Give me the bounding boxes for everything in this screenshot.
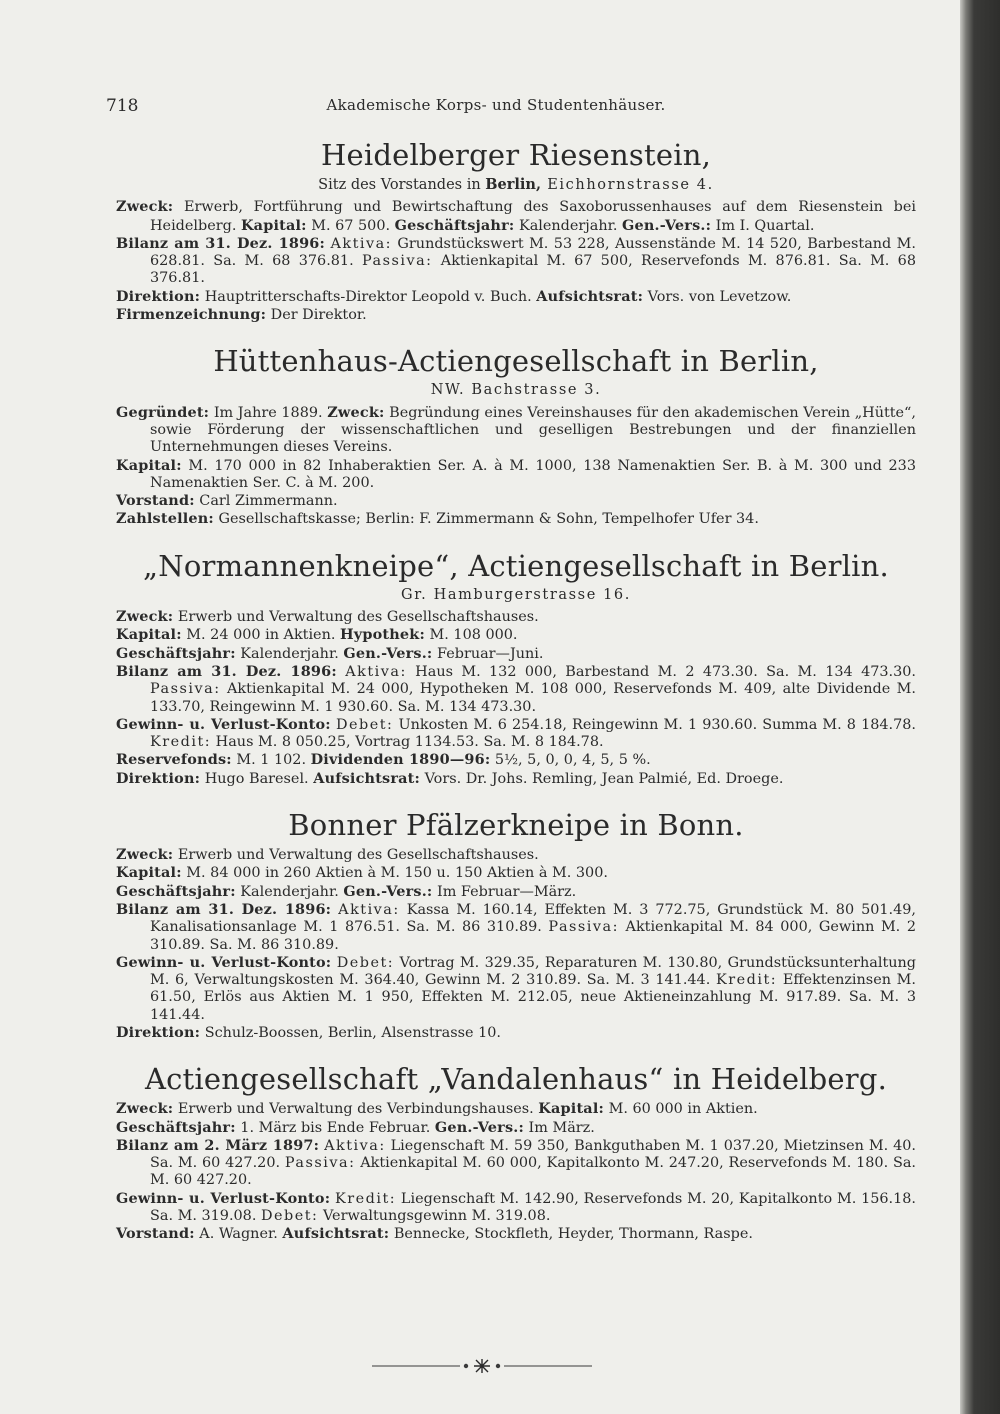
vorstand-paragraph xyxy=(116,492,916,510)
field-value: Erwerb und Verwaltung des Verbindungshauses. xyxy=(173,1101,539,1118)
section-address: NW. Bachstrasse 3. xyxy=(430,382,602,399)
field-value: Liegenschaft M. 142.90, Reservefonds M. 20, Kapitalkonto M. 156.18. Sa. M. 319.08. xyxy=(150,1190,916,1225)
field-label: Gewinn- u. Verlust-Konto: xyxy=(116,1189,331,1207)
direktion-paragraph xyxy=(116,770,916,788)
field-sublabel: Kredit: xyxy=(335,1190,397,1207)
field-value: M. 1 102. xyxy=(231,752,311,769)
field-sublabel: Debet: xyxy=(336,954,395,971)
page-header xyxy=(106,96,886,118)
field-label: Zweck: xyxy=(116,198,174,216)
firma-paragraph xyxy=(116,306,916,324)
field-label: Geschäftsjahr: xyxy=(394,216,515,234)
geschaeftsjahr-paragraph xyxy=(116,883,916,901)
entry-vandalenhaus xyxy=(116,1062,916,1243)
field-value: M. 60 000 in Aktien. xyxy=(604,1101,758,1118)
field-sublabel: Kredit: xyxy=(150,734,212,751)
field-value: Vortrag M. 329.35, Reparaturen M. 130.80, Grundstücksunterhaltung M. 6, Verwaltungskosten M. 364.40, Gewinn M. 2 310.89. Sa. M. 3 141.44. xyxy=(150,954,916,989)
field-label: Aufsichtsrat: xyxy=(313,769,421,787)
section-address: Gr. Hamburgerstrasse 16. xyxy=(401,586,631,603)
field-label: Gegründet: xyxy=(116,403,210,421)
field-label: Kapital: xyxy=(538,1100,605,1118)
field-value: Aktienkapital M. 67 500, Reservefonds M. 876.81. Sa. M. 68 376.81. xyxy=(150,253,916,287)
address-prefix: Sitz des Vorstandes in xyxy=(318,177,486,193)
field-label: Zweck: xyxy=(116,608,174,626)
field-label: Geschäftsjahr: xyxy=(116,1118,236,1136)
section-title: Bonner Pfälzerkneipe in Bonn. xyxy=(288,808,744,843)
field-value: Februar—Juni. xyxy=(432,645,544,662)
field-value: Im März. xyxy=(523,1119,595,1136)
field-label: Zweck: xyxy=(116,1100,174,1118)
field-label: Geschäftsjahr: xyxy=(116,882,236,900)
field-value: M. 67 500. xyxy=(306,217,395,234)
field-label: Zweck: xyxy=(116,846,174,864)
field-label: Bilanz am 2. März 1897: xyxy=(116,1136,320,1154)
field-value: Schulz-Boossen, Berlin, Alsenstrasse 10. xyxy=(200,1024,501,1041)
kapital-paragraph xyxy=(116,457,916,493)
vignette-ornament-icon xyxy=(372,1358,592,1374)
field-value: Erwerb und Verwaltung des Gesellschaftshauses. xyxy=(173,609,539,626)
field-label: Aufsichtsrat: xyxy=(536,287,644,305)
address-street: Eichhornstrasse 4. xyxy=(541,177,714,193)
field-value: Bennecke, Stockfleth, Heyder, Thormann, Raspe. xyxy=(389,1226,753,1243)
guv-paragraph xyxy=(116,716,916,752)
field-label: Gen.-Vers.: xyxy=(434,1118,524,1136)
section-title: Actiengesellschaft „Vandalenhaus“ in Heidelberg. xyxy=(144,1062,888,1097)
field-label: Kapital: xyxy=(240,216,307,234)
field-value: A. Wagner. xyxy=(194,1226,283,1243)
bilanz-paragraph xyxy=(116,663,916,716)
field-sublabel: Aktiva: xyxy=(338,901,400,918)
kapital-paragraph xyxy=(116,626,916,644)
field-label: Direktion: xyxy=(116,769,201,787)
field-value: Begründung eines Vereinshauses für den akademischen Verein „Hütte“, sowie Förderung der wissenschaftlichen und geselligen Bestrebungen und der finanziellen Unternehmungen dieses Vereins. xyxy=(150,404,916,456)
field-label: Bilanz am 31. Dez. 1896: xyxy=(116,900,332,918)
field-label: Gewinn- u. Verlust-Konto: xyxy=(116,953,332,971)
bilanz-paragraph xyxy=(116,901,916,954)
field-value: M. 84 000 in 260 Aktien à M. 150 u. 150 Aktien à M. 300. xyxy=(181,865,608,882)
field-label: Firmenzeichnung: xyxy=(116,306,267,324)
field-sublabel: Passiva: xyxy=(150,681,221,698)
field-value: Aktienkapital M. 24 000, Hypotheken M. 108 000, Reservefonds M. 409, alte Dividende M. 133.70, Reingewinn M. 1 930.60. Sa. M. 134 473.30. xyxy=(150,681,916,715)
field-value: Vors. von Levetzow. xyxy=(643,288,792,305)
field-value: Der Direktor. xyxy=(266,307,367,324)
field-label: Gen.-Vers.: xyxy=(622,216,712,234)
field-label: Reservefonds: xyxy=(116,751,232,769)
bilanz-paragraph xyxy=(116,235,916,288)
field-value: Aktienkapital M. 84 000, Gewinn M. 2 310.89. Sa. M. 86 310.89. xyxy=(150,919,916,953)
kapital-paragraph xyxy=(116,864,916,882)
field-sublabel: Aktiva: xyxy=(345,663,407,680)
field-value: Effektenzinsen M. 61.50, Erlös aus Aktien M. 1 950, Effekten M. 212.05, neue Aktieneinzahlung M. 917.89. Sa. M. 3 141.44. xyxy=(150,972,916,1023)
field-label: Dividenden 1890—96: xyxy=(310,751,491,769)
field-sublabel: Passiva: xyxy=(284,1155,356,1172)
field-label: Bilanz am 31. Dez. 1896: xyxy=(116,662,337,680)
field-label: Gen.-Vers.: xyxy=(343,882,433,900)
field-value: Aktienkapital M. 60 000, Kapitalkonto M. 247.20, Reservefonds M. 180. Sa. M. 60 427.20. xyxy=(150,1155,916,1189)
field-label: Zahlstellen: xyxy=(116,510,214,528)
field-value: Kalenderjahr. xyxy=(235,645,344,662)
zweck-paragraph xyxy=(116,846,916,864)
vorstand-paragraph xyxy=(116,1225,916,1243)
field-value: Hauptritterschafts-Direktor Leopold v. Buch. xyxy=(200,288,537,305)
field-value: Im Jahre 1889. xyxy=(209,404,328,421)
field-label: Aufsichtsrat: xyxy=(282,1225,390,1243)
field-label: Kapital: xyxy=(116,864,182,882)
field-value: Hugo Baresel. xyxy=(200,770,314,787)
field-value: Verwaltungsgewinn M. 319.08. xyxy=(318,1208,551,1225)
guv-paragraph xyxy=(116,954,916,1024)
field-value: Kalenderjahr. xyxy=(514,217,623,234)
field-value: M. 170 000 in 82 Inhaberaktien Ser. A. à M. 1000, 138 Namenaktien Ser. B. à M. 300 und 233 Namenaktien Ser. C. à M. 200. xyxy=(150,457,916,491)
field-label: Vorstand: xyxy=(116,492,195,510)
entry-bonner-pfaelzerkneipe xyxy=(116,808,916,1042)
direktion-paragraph xyxy=(116,1024,916,1042)
field-sublabel: Passiva: xyxy=(548,919,619,936)
entry-heidelberger-riesenstein xyxy=(116,138,916,324)
page-number: 718 xyxy=(106,96,139,116)
running-title: Akademische Korps- und Studentenhäuser. xyxy=(326,96,666,114)
field-value: Kassa M. 160.14, Effekten M. 3 772.75, Grundstück M. 80 501.49, Kanalisationsanlage M. 1 876.51. Sa. M. 86 310.89. xyxy=(150,901,916,936)
field-value: Gesellschaftskasse; Berlin: F. Zimmermann & Sohn, Tempelhofer Ufer 34. xyxy=(213,511,759,528)
field-label: Geschäftsjahr: xyxy=(116,644,236,662)
field-sublabel: Passiva: xyxy=(361,253,433,270)
field-value: Haus M. 132 000, Barbestand M. 2 473.30. Sa. M. 134 473.30. xyxy=(406,663,917,680)
field-value: Haus M. 8 050.25, Vortrag 1134.53. Sa. M. 8 184.78. xyxy=(211,734,604,751)
section-title: Heidelberger Riesenstein, xyxy=(321,138,711,172)
page-body xyxy=(116,138,916,1264)
reservefonds-paragraph xyxy=(116,751,916,769)
field-value: Liegenschaft M. 59 350, Bankguthaben M. 1 037.20, Mietzinsen M. 40. Sa. M. 60 427.20. xyxy=(150,1137,916,1172)
field-value: Grundstückswert M. 53 228, Aussenstände M. 14 520, Barbestand M. 628.81. Sa. M. 68 376.81. xyxy=(150,235,916,270)
geschaeftsjahr-paragraph xyxy=(116,645,916,663)
field-label: Direktion: xyxy=(116,287,201,305)
bilanz-paragraph xyxy=(116,1137,916,1190)
field-sublabel: Kredit: xyxy=(716,972,778,989)
field-label: Kapital: xyxy=(116,456,182,474)
field-value: Vors. Dr. Johs. Remling, Jean Palmié, Ed. Droege. xyxy=(420,770,784,787)
field-label: Bilanz am 31. Dez. 1896: xyxy=(116,234,326,252)
scan-edge-shadow xyxy=(960,0,1000,1414)
field-label: Hypothek: xyxy=(339,626,425,644)
field-sublabel: Aktiva: xyxy=(330,235,393,252)
field-value: M. 24 000 in Aktien. xyxy=(181,627,340,644)
field-label: Gewinn- u. Verlust-Konto: xyxy=(116,715,331,733)
section-title: Hüttenhaus-Actiengesellschaft in Berlin, xyxy=(213,344,819,379)
zahlstellen-paragraph xyxy=(116,510,916,528)
field-sublabel: Debet: xyxy=(260,1208,319,1225)
field-value: 5½, 5, 0, 0, 4, 5, 5 %. xyxy=(490,752,651,769)
field-value: Im I. Quartal. xyxy=(711,217,815,234)
field-value: Erwerb, Fortführung und Bewirtschaftung des Saxoborussenhauses auf dem Riesenstein bei Heidelberg. xyxy=(150,199,916,234)
field-sublabel: Debet: xyxy=(335,716,394,733)
field-label: Direktion: xyxy=(116,1023,201,1041)
zweck-paragraph xyxy=(116,608,916,626)
zweck-paragraph xyxy=(116,198,916,235)
entry-normannenkneipe xyxy=(116,549,916,788)
address-city: Berlin, xyxy=(485,176,542,193)
gegruendet-paragraph xyxy=(116,404,916,457)
field-value: Carl Zimmermann. xyxy=(194,493,338,510)
field-label: Zweck: xyxy=(327,403,385,421)
field-label: Kapital: xyxy=(116,626,182,644)
section-title: „Normannenkneipe“, Actiengesellschaft in Berlin. xyxy=(143,548,889,583)
field-value: Im Februar—März. xyxy=(432,883,577,900)
zweck-paragraph xyxy=(116,1100,916,1118)
field-value: 1. März bis Ende Februar. xyxy=(235,1119,435,1136)
direktion-paragraph xyxy=(116,288,916,306)
field-sublabel: Aktiva: xyxy=(324,1137,386,1154)
field-value: Kalenderjahr. xyxy=(235,883,344,900)
field-label: Gen.-Vers.: xyxy=(343,644,433,662)
entry-huettenhaus xyxy=(116,344,916,528)
section-address xyxy=(116,176,916,194)
geschaeftsjahr-paragraph xyxy=(116,1119,916,1137)
guv-paragraph xyxy=(116,1190,916,1226)
field-value: M. 108 000. xyxy=(424,627,518,644)
field-value: Unkosten M. 6 254.18, Reingewinn M. 1 930.60. Summa M. 8 184.78. xyxy=(393,716,917,733)
field-value: Erwerb und Verwaltung des Gesellschaftshauses. xyxy=(173,847,539,864)
field-label: Vorstand: xyxy=(116,1225,195,1243)
